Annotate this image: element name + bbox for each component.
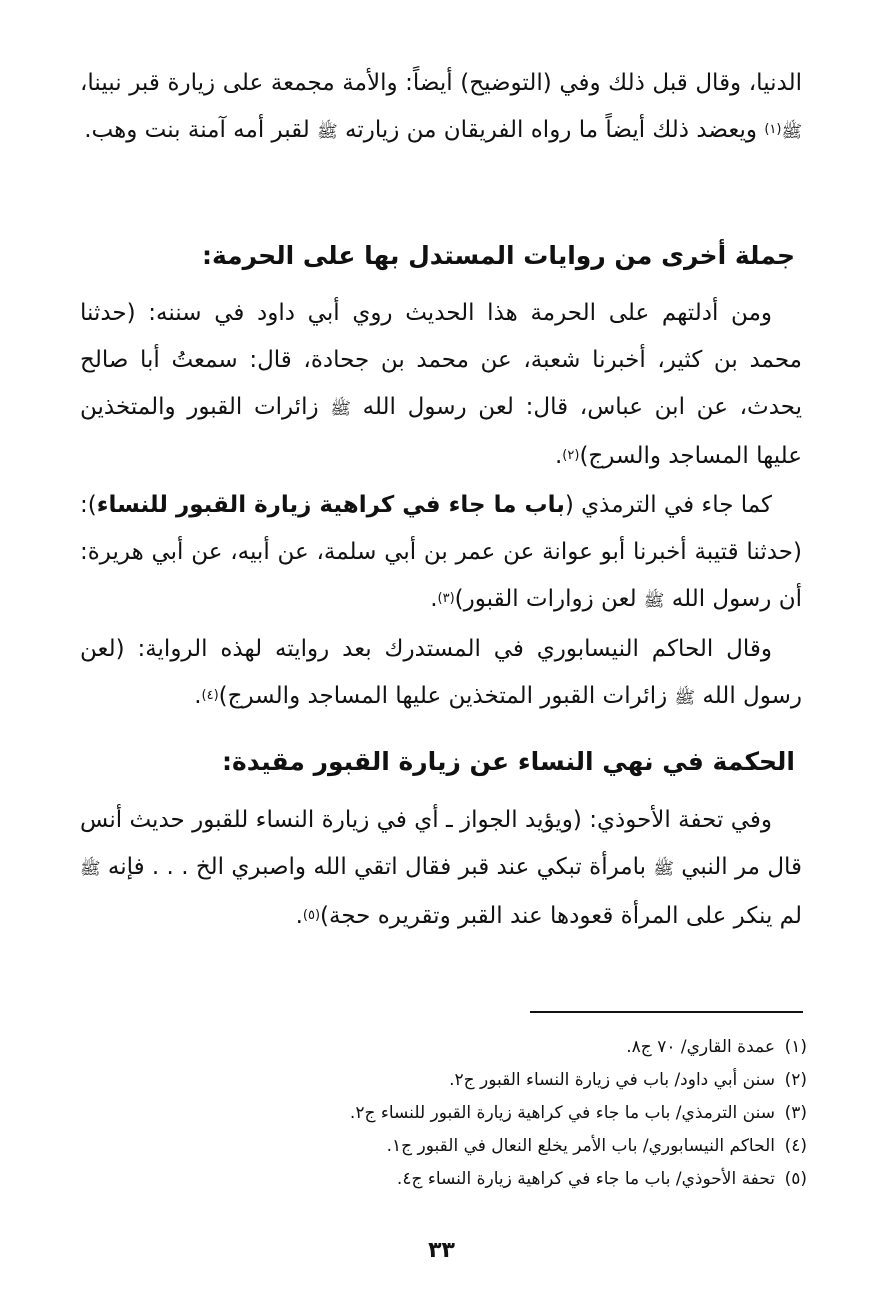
paragraph-abu-dawud — [80, 290, 802, 480]
paragraph-tuhfa — [80, 797, 802, 940]
paragraph-end: . — [194, 683, 202, 709]
paragraph-text: وقال الحاكم النيسابوري في المستدرك بعد روايته لهذه الرواية: (لعن رسول الله — [80, 636, 802, 709]
footnote-ref-2: (٢) — [562, 448, 580, 463]
intro-line-2c: لقبر — [271, 117, 310, 143]
footnote-number: (١) — [784, 1037, 807, 1057]
footnote-text: عمدة القاري/ ٧٠ ج٨. — [626, 1037, 775, 1057]
salawat-glyph: ﷺ — [781, 122, 802, 142]
footnote-text: سنن أبي داود/ باب في زيارة النساء القبور ج٢. — [449, 1070, 775, 1090]
paragraph-text: لعن زوارات القبور) — [454, 586, 637, 612]
paragraph-end: . — [554, 443, 563, 469]
footnotes-list — [350, 1031, 807, 1196]
footnote-text: تحفة الأحوذي/ باب ما جاء في كراهية زيارة النساء ج٤. — [396, 1169, 775, 1189]
intro-paragraph — [80, 60, 802, 156]
paragraph-text: زائرات القبور والمتخذين عليها المساجد والسرج) — [80, 394, 802, 469]
footnote-separator — [530, 1011, 803, 1013]
footnote-item — [350, 1064, 807, 1097]
paragraph-text: بامرأة تبكي عند قبر فقال اتقي الله واصبري الخ . . . فإنه — [107, 854, 647, 880]
footnote-number: (٣) — [784, 1103, 807, 1123]
footnote-text: الحاكم النيسابوري/ باب الأمر يخلع النعال في القبور ج١. — [386, 1136, 775, 1156]
page-number: ٣٣ — [428, 1238, 455, 1263]
chapter-title-bold: باب ما جاء في كراهية زيارة القبور للنساء — [96, 492, 565, 518]
footnote-number: (٢) — [784, 1070, 807, 1090]
paragraph-text: كما جاء في الترمذي ( — [564, 492, 772, 518]
salawat-glyph: ﷺ — [317, 122, 338, 142]
footnote-item — [350, 1097, 807, 1130]
salawat-glyph: ﷺ — [653, 859, 674, 879]
paragraph-text: زائرات القبور المتخذين عليها المساجد والسرج) — [218, 683, 668, 709]
section-heading-2: الحكمة في نهي النساء عن زيارة القبور مقيدة: — [222, 747, 795, 776]
salawat-glyph: ﷺ — [674, 688, 696, 708]
footnote-ref-5: (٥) — [302, 908, 321, 923]
footnote-item — [350, 1130, 807, 1163]
intro-line-2b: ويعضد ذلك أيضاً ما رواه الفريقان من زيارته — [344, 117, 757, 143]
paragraph-tirmidhi — [80, 482, 802, 625]
footnote-item — [350, 1163, 807, 1196]
footnote-number: (٤) — [784, 1136, 807, 1156]
intro-line-2a: قبر نبينا، — [80, 70, 160, 96]
salawat-glyph: ﷺ — [80, 859, 101, 879]
section-heading-1: جملة أخرى من روايات المستدل بها على الحرمة: — [201, 241, 795, 270]
paragraph-hakim — [80, 626, 802, 722]
intro-line-1: الدنيا، وقال قبل ذلك وفي (التوضيح) أيضاً: والأمة مجمعة على زيارة — [167, 70, 803, 96]
footnote-number: (٥) — [784, 1169, 807, 1189]
salawat-glyph: ﷺ — [643, 591, 665, 611]
paragraph-text: ومن أدلتهم على الحرمة هذا الحديث روي أبي داود في سننه: (حدثنا محمد بن كثير، أخبرنا شعبة، عن محمد بن جحادة، قال: سمعتُ أبا صالح يحدث، عن ابن عباس، قال: لعن رسول الله — [80, 300, 803, 420]
paragraph-text: وفي تحفة الأحوذي: (ويؤيد الجواز ـ أي في زيارة النساء للقبور حديث أنس قال مر النبي — [80, 807, 803, 880]
intro-line-3: أمه آمنة بنت وهب. — [84, 117, 265, 143]
footnote-ref-4: (٤) — [201, 688, 219, 703]
footnote-item — [350, 1031, 807, 1064]
footnote-text: سنن الترمذي/ باب ما جاء في كراهية زيارة القبور للنساء ج٢. — [349, 1103, 775, 1123]
paragraph-end: . — [295, 903, 303, 929]
salawat-glyph: ﷺ — [330, 399, 351, 419]
paragraph-text: لم ينكر على المرأة قعودها عند القبر وتقريره حجة) — [320, 903, 802, 929]
paragraph-end: . — [430, 586, 438, 612]
footnote-ref-3: (٣) — [437, 591, 455, 606]
footnote-ref-1: (١) — [764, 122, 782, 137]
paragraph-text: ): (حدثنا قتيبة أخبرنا أبو عوانة عن عمر بن أبي سلمة، عن أبيه، عن أبي هريرة: أن رسول الله — [80, 492, 802, 612]
